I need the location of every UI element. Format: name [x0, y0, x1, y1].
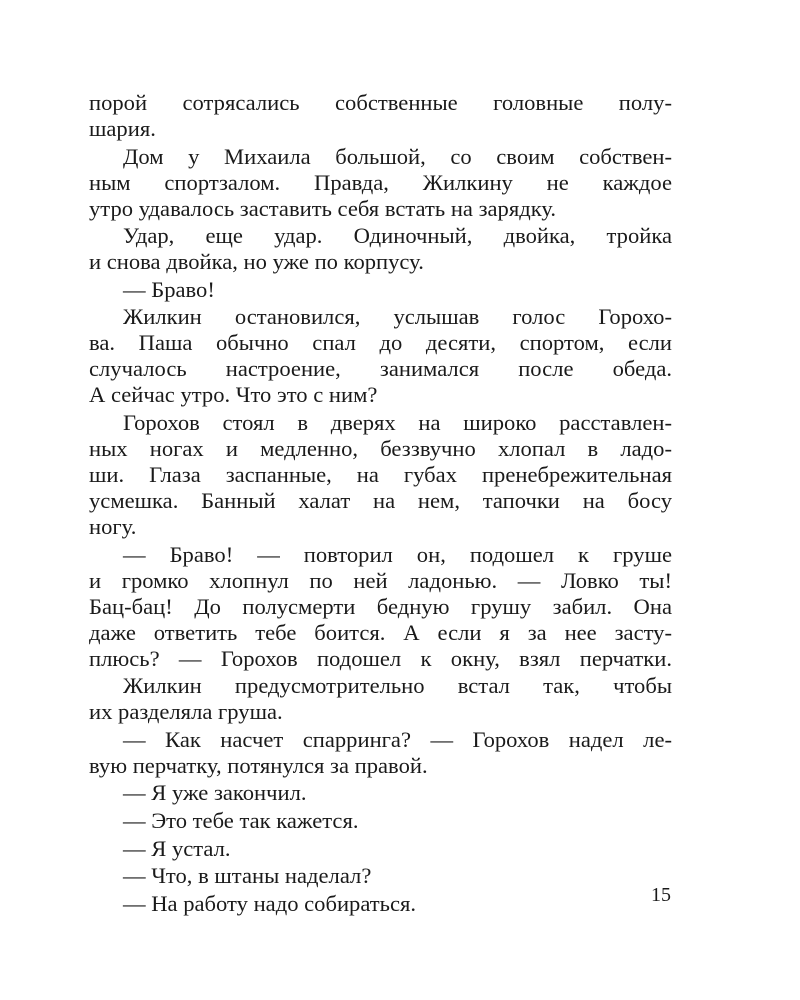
text-line: и снова двойка, но уже по корпусу.: [89, 249, 424, 275]
text-line: Жилкин предусмотрительно встал так, чтобы: [123, 673, 672, 699]
text-line: Удар, еще удар. Одиночный, двойка, тройка: [123, 223, 672, 249]
text-line: — Как насчет спарринга? — Горохов надел ле-: [123, 726, 672, 752]
paragraph: [89, 727, 672, 779]
text-line: Бац-бац! До полусмерти бедную грушу забил. Она: [89, 593, 672, 619]
text-line: — Я уже закончил.: [123, 780, 307, 806]
paragraph: [89, 277, 672, 303]
paragraph: [89, 144, 672, 222]
paragraph: [89, 780, 672, 806]
text-line: — Браво! — повторил он, подошел к груше: [123, 541, 672, 567]
paragraph: [89, 863, 672, 889]
text-line: ногу.: [89, 513, 137, 539]
text-line: — На работу надо собираться.: [123, 890, 417, 916]
text-line: ных ногах и медленно, беззвучно хлопал в ладо-: [89, 435, 672, 461]
text-line: плюсь? — Горохов подошел к окну, взял перчатки.: [89, 645, 672, 671]
text-line: утро удавалось заставить себя встать на зарядку.: [89, 195, 557, 221]
paragraph: [89, 410, 672, 540]
text-line: и громко хлопнул по ней ладонью. — Ловко ты!: [89, 567, 672, 593]
text-line: ным спортзалом. Правда, Жилкину не каждое: [89, 169, 672, 195]
text-line: даже ответить тебе боится. А если я за нее засту-: [89, 619, 672, 645]
paragraph: [89, 90, 672, 142]
paragraph: [89, 836, 672, 862]
text-line: случалось настроение, занимался после обеда.: [89, 356, 672, 382]
paragraph: [89, 891, 672, 917]
paragraph: [89, 223, 672, 275]
text-line: Дом у Михаила большой, со своим собствен-: [123, 143, 672, 169]
body-text: [89, 90, 672, 917]
text-line: шария.: [89, 116, 156, 141]
text-line: порой сотрясались собственные головные полу-: [89, 90, 672, 115]
paragraph: [89, 304, 672, 408]
text-line: усмешка. Банный халат на нем, тапочки на босу: [89, 487, 672, 513]
text-line: ва. Паша обычно спал до десяти, спортом, если: [89, 330, 672, 356]
text-line: А сейчас утро. Что это с ним?: [89, 382, 378, 408]
text-line: Горохов стоял в дверях на широко расставлен-: [123, 409, 672, 435]
paragraph: [89, 542, 672, 672]
paragraph: [89, 808, 672, 834]
text-line: — Что, в штаны наделал?: [123, 863, 372, 889]
text-line: Жилкин остановился, услышав голос Горохо-: [123, 304, 672, 330]
page-number: 15: [651, 884, 671, 906]
text-line: — Я устал.: [123, 835, 231, 861]
text-line: — Это тебе так кажется.: [123, 807, 359, 833]
text-line: ши. Глаза заспанные, на губах пренебрежительная: [89, 461, 672, 487]
text-line: — Браво!: [123, 276, 215, 302]
text-line: вую перчатку, потянулся за правой.: [89, 752, 428, 778]
text-line: их разделяла груша.: [89, 699, 283, 725]
paragraph: [89, 673, 672, 725]
